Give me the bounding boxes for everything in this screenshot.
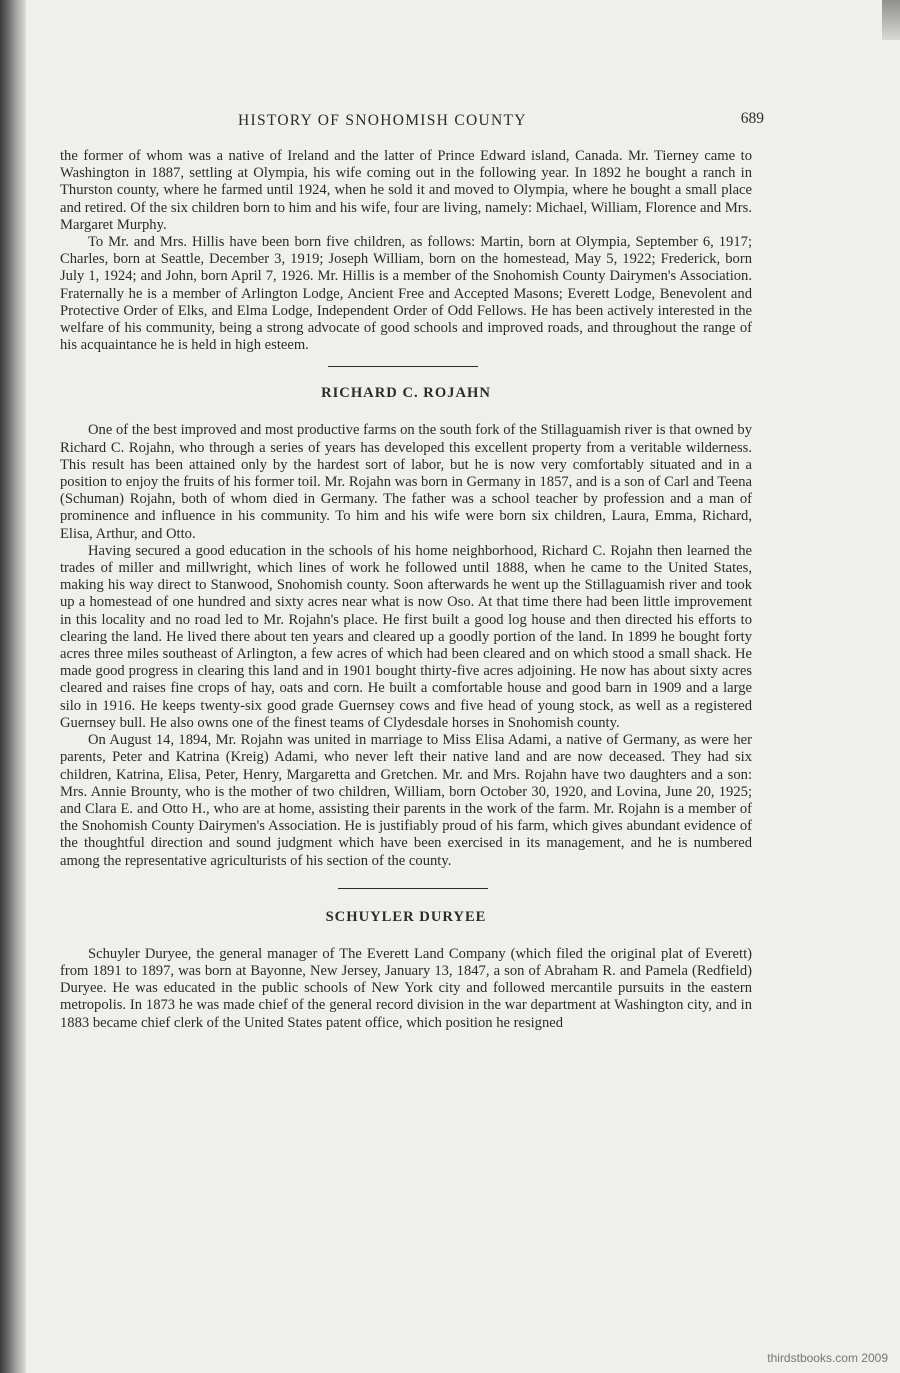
paragraph: Having secured a good education in the schools of his home neighborhood, Richard C. Rojahn then learned the trades of miller and millwright, which lines of work he followed until 1888, when he came to the United States, making his way direct to Stanwood, Snohomish county. Soon afterwards he went up the Stillaguamish river and took up a homestead of one hundred and sixty acres near what is now Oso. At that time there had been little improvement in this locality and no road led to Mr. Rojahn's place. He first built a good log house and then directed his efforts to clearing the land. He lived there about ten years and cleared up a goodly portion of the land. In 1899 he bought forty acres three miles southeast of Arlington, a few acres of which had been cleared and on which stood a small shack. He made good progress in clearing this land and in 1901 bought thirty-five acres adjoining. He now has about sixty acres cleared and raises fine crops of hay, oats and corn. He built a comfortable house and good barn in 1909 and a large silo in 1916. He keeps twenty-six good grade Guernsey cows and five head of young stock, as well as a registered Guernsey bull. He also owns one of the finest teams of Clydesdale horses in Snohomish county. [60,542,752,731]
paragraph: To Mr. and Mrs. Hillis have been born five children, as follows: Martin, born at Olympia, September 6, 1917; Charles, born at Seattle, December 3, 1919; Joseph William, born on the homestead, May 5, 1922; Frederick, born July 1, 1924; and John, born April 7, 1926. Mr. Hillis is a member of the Snohomish County Dairymen's Association. Fraternally he is a member of Arlington Lodge, Ancient Free and Accepted Masons; Everett Lodge, Benevolent and Protective Order of Elks, and Elma Lodge, Independent Order of Odd Fellows. He has been actively interested in the welfare of his community, being a strong advocate of good schools and improved roads, and throughout the range of his acquaintance he is held in high esteem. [60,234,752,354]
duryee-biography [60,946,752,1032]
paragraph: On August 14, 1894, Mr. Rojahn was united in marriage to Miss Elisa Adami, a native of Germany, as were her parents, Peter and Katrina (Kreig) Adami, who never left their native land and are now deceased. They had six children, Katrina, Elisa, Peter, Henry, Margaretta and Gretchen. Mr. and Mrs. Rojahn have two daughters and a son: Mrs. Annie Brounty, who is the mother of two children, William, born October 30, 1920, and Lovina, June 20, 1925; and Clara E. and Otto H., who are at home, assisting their parents in the work of the farm. Mr. Rojahn is a member of the Snohomish County Dairymen's Association. He is justifiably proud of his farm, which gives abundant evidence of the thoughtful direction and sound judgment which have been exercised in its management, and he is numbered among the representative agriculturists of his section of the county. [60,732,752,869]
running-header [60,108,764,132]
page-corner-shadow [882,0,900,40]
watermark: thirdstbooks.com 2009 [767,1351,888,1365]
paragraph: Schuyler Duryee, the general manager of The Everett Land Company (which filed the original plat of Everett) from 1891 to 1897, was born at Bayonne, New Jersey, January 13, 1847, a son of Abraham R. and Pamela (Redfield) Duryee. He was educated in the public schools of New York city and followed mercantile pursuits in the eastern metropolis. In 1873 he was made chief of the general record division in the war department at Washington city, and in 1883 became chief clerk of the United States patent office, which position he resigned [60,945,752,1031]
book-page [60,108,764,1032]
paragraph: the former of whom was a native of Ireland and the latter of Prince Edward island, Canada. Mr. Tierney came to Washington in 1887, settling at Olympia, his wife coming out in the following year. In 1892 he bought a ranch in Thurston county, where he farmed until 1924, when he sold it and moved to Olympia, where he bought a small place and retired. Of the six children born to him and his wife, four are living, namely: Michael, William, Florence and Mrs. Margaret Murphy. [60,148,752,233]
section-heading-duryee: SCHUYLER DURYEE [325,908,487,925]
rojahn-biography [60,422,752,869]
book-spine-shadow [0,0,26,1373]
section-heading-rojahn: RICHARD C. ROJAHN [321,385,491,402]
section-divider [328,366,478,367]
page-number: 689 [740,110,764,127]
running-title: HISTORY OF SNOHOMISH COUNTY [238,112,527,129]
paragraph: One of the best improved and most productive farms on the south fork of the Stillaguamish river is that owned by Richard C. Rojahn, who through a series of years has developed this excellent property from a veritable wilderness. This result has been attained only by the hardest sort of labor, but he is now very comfortably situated and in a position to enjoy the fruits of his former toil. Mr. Rojahn was born in Germany in 1857, and is a son of Carl and Teena (Schuman) Rojahn, both of whom died in Germany. The father was a school teacher by profession and a man of prominence and influence in his community. To him and his wife were born six children, Laura, Emma, Richard, Elisa, Arthur, and Otto. [60,422,752,542]
section-divider [338,888,488,889]
continued-biography [60,148,752,354]
